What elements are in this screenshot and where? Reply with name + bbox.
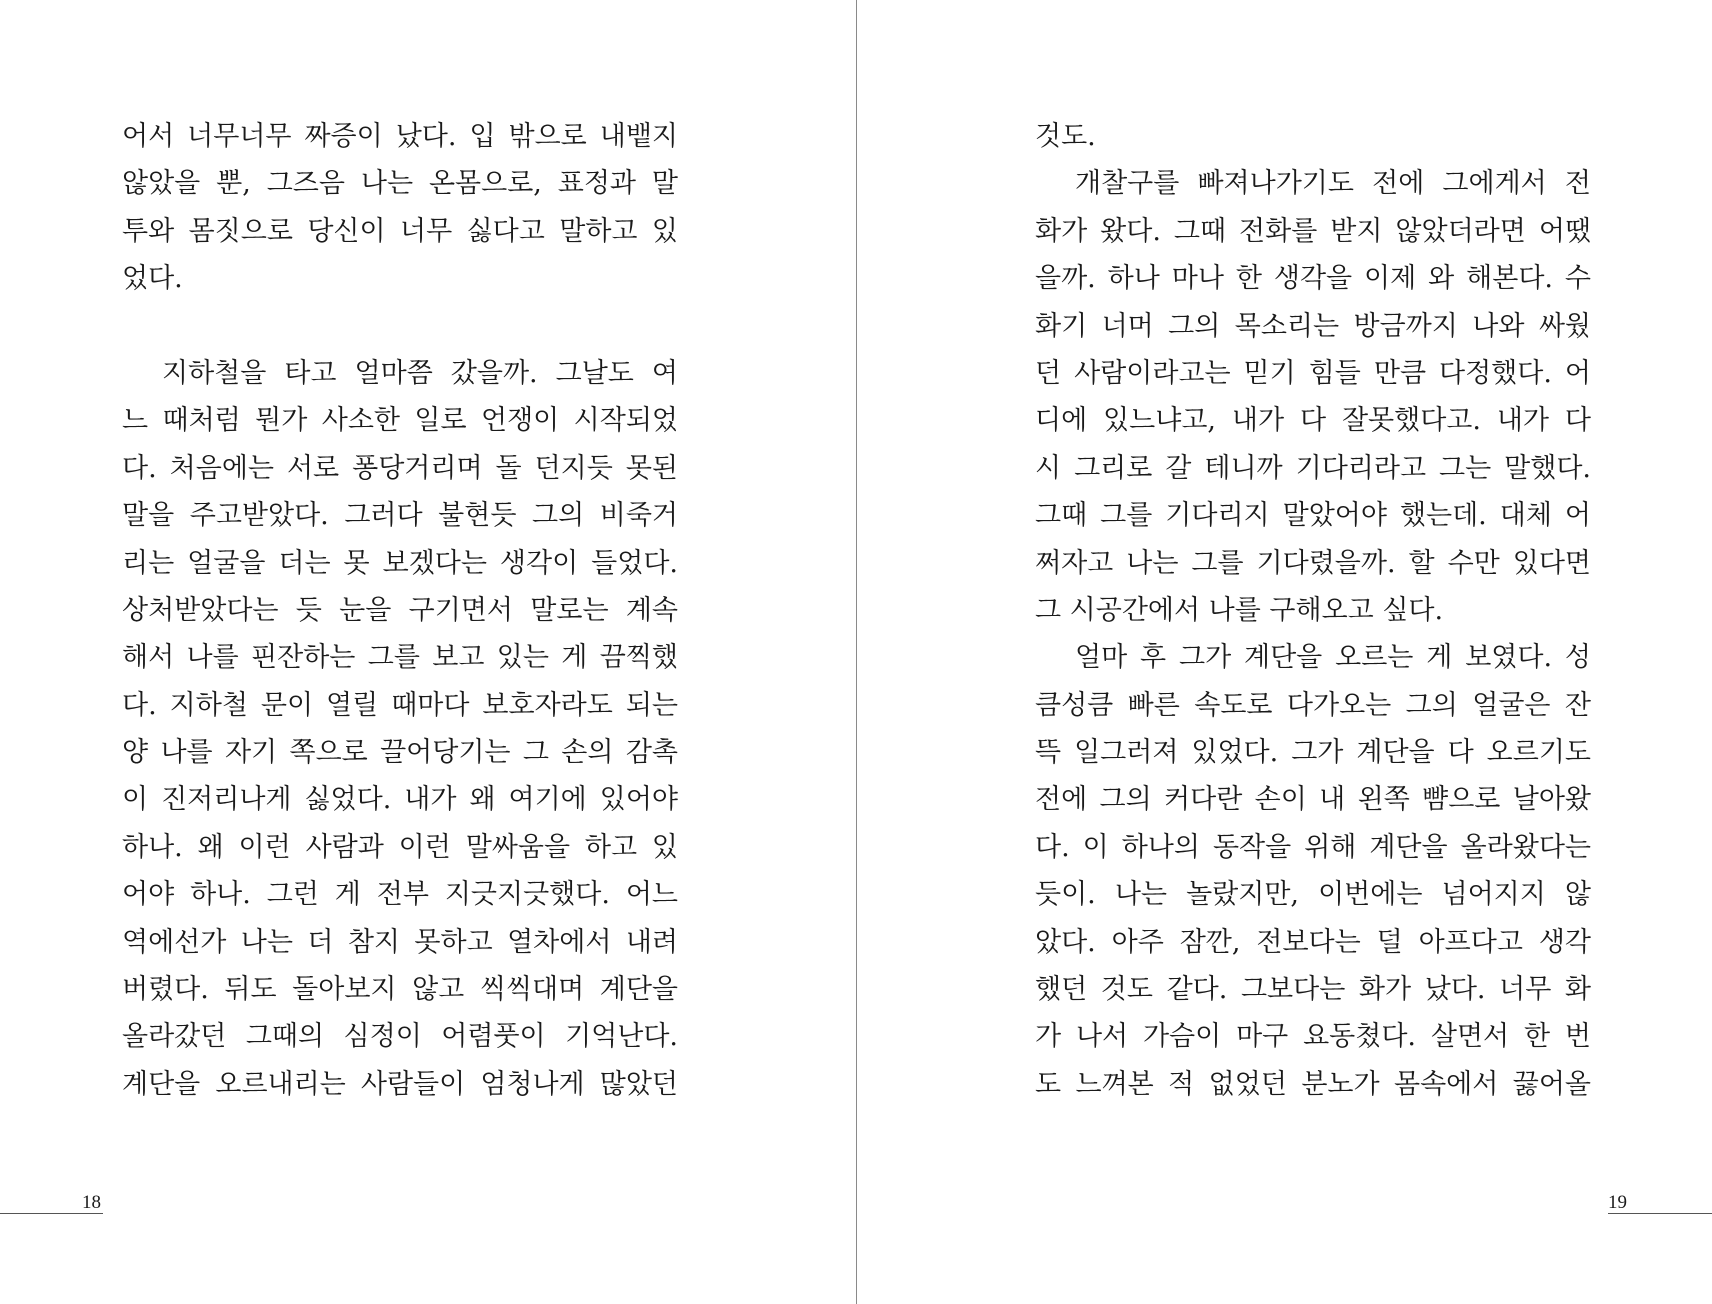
page-number: 18: [82, 1192, 101, 1213]
text-line: 디에 있느냐고, 내가 다 잘못했다고. 내가 다: [1035, 405, 1591, 437]
text-line: 리는 얼굴을 더는 못 보겠다는 생각이 들었다.: [122, 547, 678, 579]
footer-rule: [0, 1213, 103, 1214]
right-page-text: [1035, 113, 1591, 1108]
text-line: 가 나서 가슴이 마구 요동쳤다. 살면서 한 번: [1035, 1021, 1591, 1053]
text-line: 버렸다. 뒤도 돌아보지 않고 씩씩대며 계단을: [122, 974, 678, 1006]
text-line: 양 나를 자기 쪽으로 끌어당기는 그 손의 감촉: [122, 737, 678, 769]
text-line: 이 진저리나게 싫었다. 내가 왜 여기에 있어야: [122, 784, 678, 816]
text-line: 그때 그를 기다리지 말았어야 했는데. 대체 어: [1035, 500, 1591, 532]
text-line: 투와 몸짓으로 당신이 너무 싫다고 말하고 있: [122, 215, 678, 247]
text-line: 그 시공간에서 나를 구해오고 싶다.: [1035, 594, 1444, 626]
text-line: 얼마 후 그가 계단을 오르는 게 보였다. 성: [1075, 642, 1591, 674]
footer-rule: [1608, 1213, 1712, 1214]
page-number: 19: [1608, 1192, 1627, 1213]
text-line: 었다.: [122, 263, 183, 295]
text-line: 뜩 일그러져 있었다. 그가 계단을 다 오르기도: [1035, 737, 1591, 769]
text-line: 느 때처럼 뭔가 사소한 일로 언쟁이 시작되었: [122, 405, 678, 437]
text-line: 다. 처음에는 서로 퐁당거리며 돌 던지듯 못된: [122, 452, 678, 484]
text-line: 하나. 왜 이런 사람과 이런 말싸움을 하고 있: [122, 831, 678, 863]
text-line: 개찰구를 빠져나가기도 전에 그에게서 전: [1075, 168, 1591, 200]
text-line: 다. 이 하나의 동작을 위해 계단을 올라왔다는: [1035, 831, 1591, 863]
text-line: 상처받았다는 듯 눈을 구기면서 말로는 계속: [122, 594, 678, 626]
text-line: 올라갔던 그때의 심정이 어렴풋이 기억난다.: [122, 1021, 678, 1053]
text-line: 던 사람이라고는 믿기 힘들 만큼 다정했다. 어: [1035, 357, 1591, 389]
text-line: 쩌자고 나는 그를 기다렸을까. 할 수만 있다면: [1035, 547, 1591, 579]
text-line: 어야 하나. 그런 게 전부 지긋지긋했다. 어느: [122, 879, 678, 911]
text-line: 말을 주고받았다. 그러다 불현듯 그의 비죽거: [122, 500, 678, 532]
text-line: 역에선가 나는 더 참지 못하고 열차에서 내려: [122, 926, 678, 958]
right-page: [857, 0, 1712, 1304]
text-line: 도 느껴본 적 없었던 분노가 몸속에서 끓어올: [1035, 1068, 1591, 1100]
text-line: 전에 그의 커다란 손이 내 왼쪽 뺨으로 날아왔: [1035, 784, 1591, 816]
text-line: 화기 너머 그의 목소리는 방금까지 나와 싸웠: [1035, 310, 1591, 342]
text-line: 았다. 아주 잠깐, 전보다는 덜 아프다고 생각: [1035, 926, 1591, 958]
text-line: 큼성큼 빠른 속도로 다가오는 그의 얼굴은 잔: [1035, 689, 1591, 721]
text-line: 지하철을 타고 얼마쯤 갔을까. 그날도 여: [162, 357, 678, 389]
text-line: 해서 나를 핀잔하는 그를 보고 있는 게 끔찍했: [122, 642, 678, 674]
text-line: 않았을 뿐, 그즈음 나는 온몸으로, 표정과 말: [122, 168, 678, 200]
text-line: 했던 것도 같다. 그보다는 화가 났다. 너무 화: [1035, 974, 1591, 1006]
text-line: 듯이. 나는 놀랐지만, 이번에는 넘어지지 않: [1035, 879, 1591, 911]
text-line: 화가 왔다. 그때 전화를 받지 않았더라면 어땠: [1035, 215, 1591, 247]
text-line: 것도.: [1035, 121, 1096, 152]
text-line: 을까. 하나 마나 한 생각을 이제 와 해본다. 수: [1035, 263, 1591, 295]
section-break: [122, 303, 678, 350]
text-line: 어서 너무너무 짜증이 났다. 입 밖으로 내뱉지: [122, 121, 678, 152]
left-page-text: [122, 113, 678, 1108]
text-line: 계단을 오르내리는 사람들이 엄청나게 많았던: [122, 1068, 678, 1100]
text-line: 다. 지하철 문이 열릴 때마다 보호자라도 되는: [122, 689, 678, 721]
text-line: 시 그리로 갈 테니까 기다리라고 그는 말했다.: [1035, 452, 1591, 484]
